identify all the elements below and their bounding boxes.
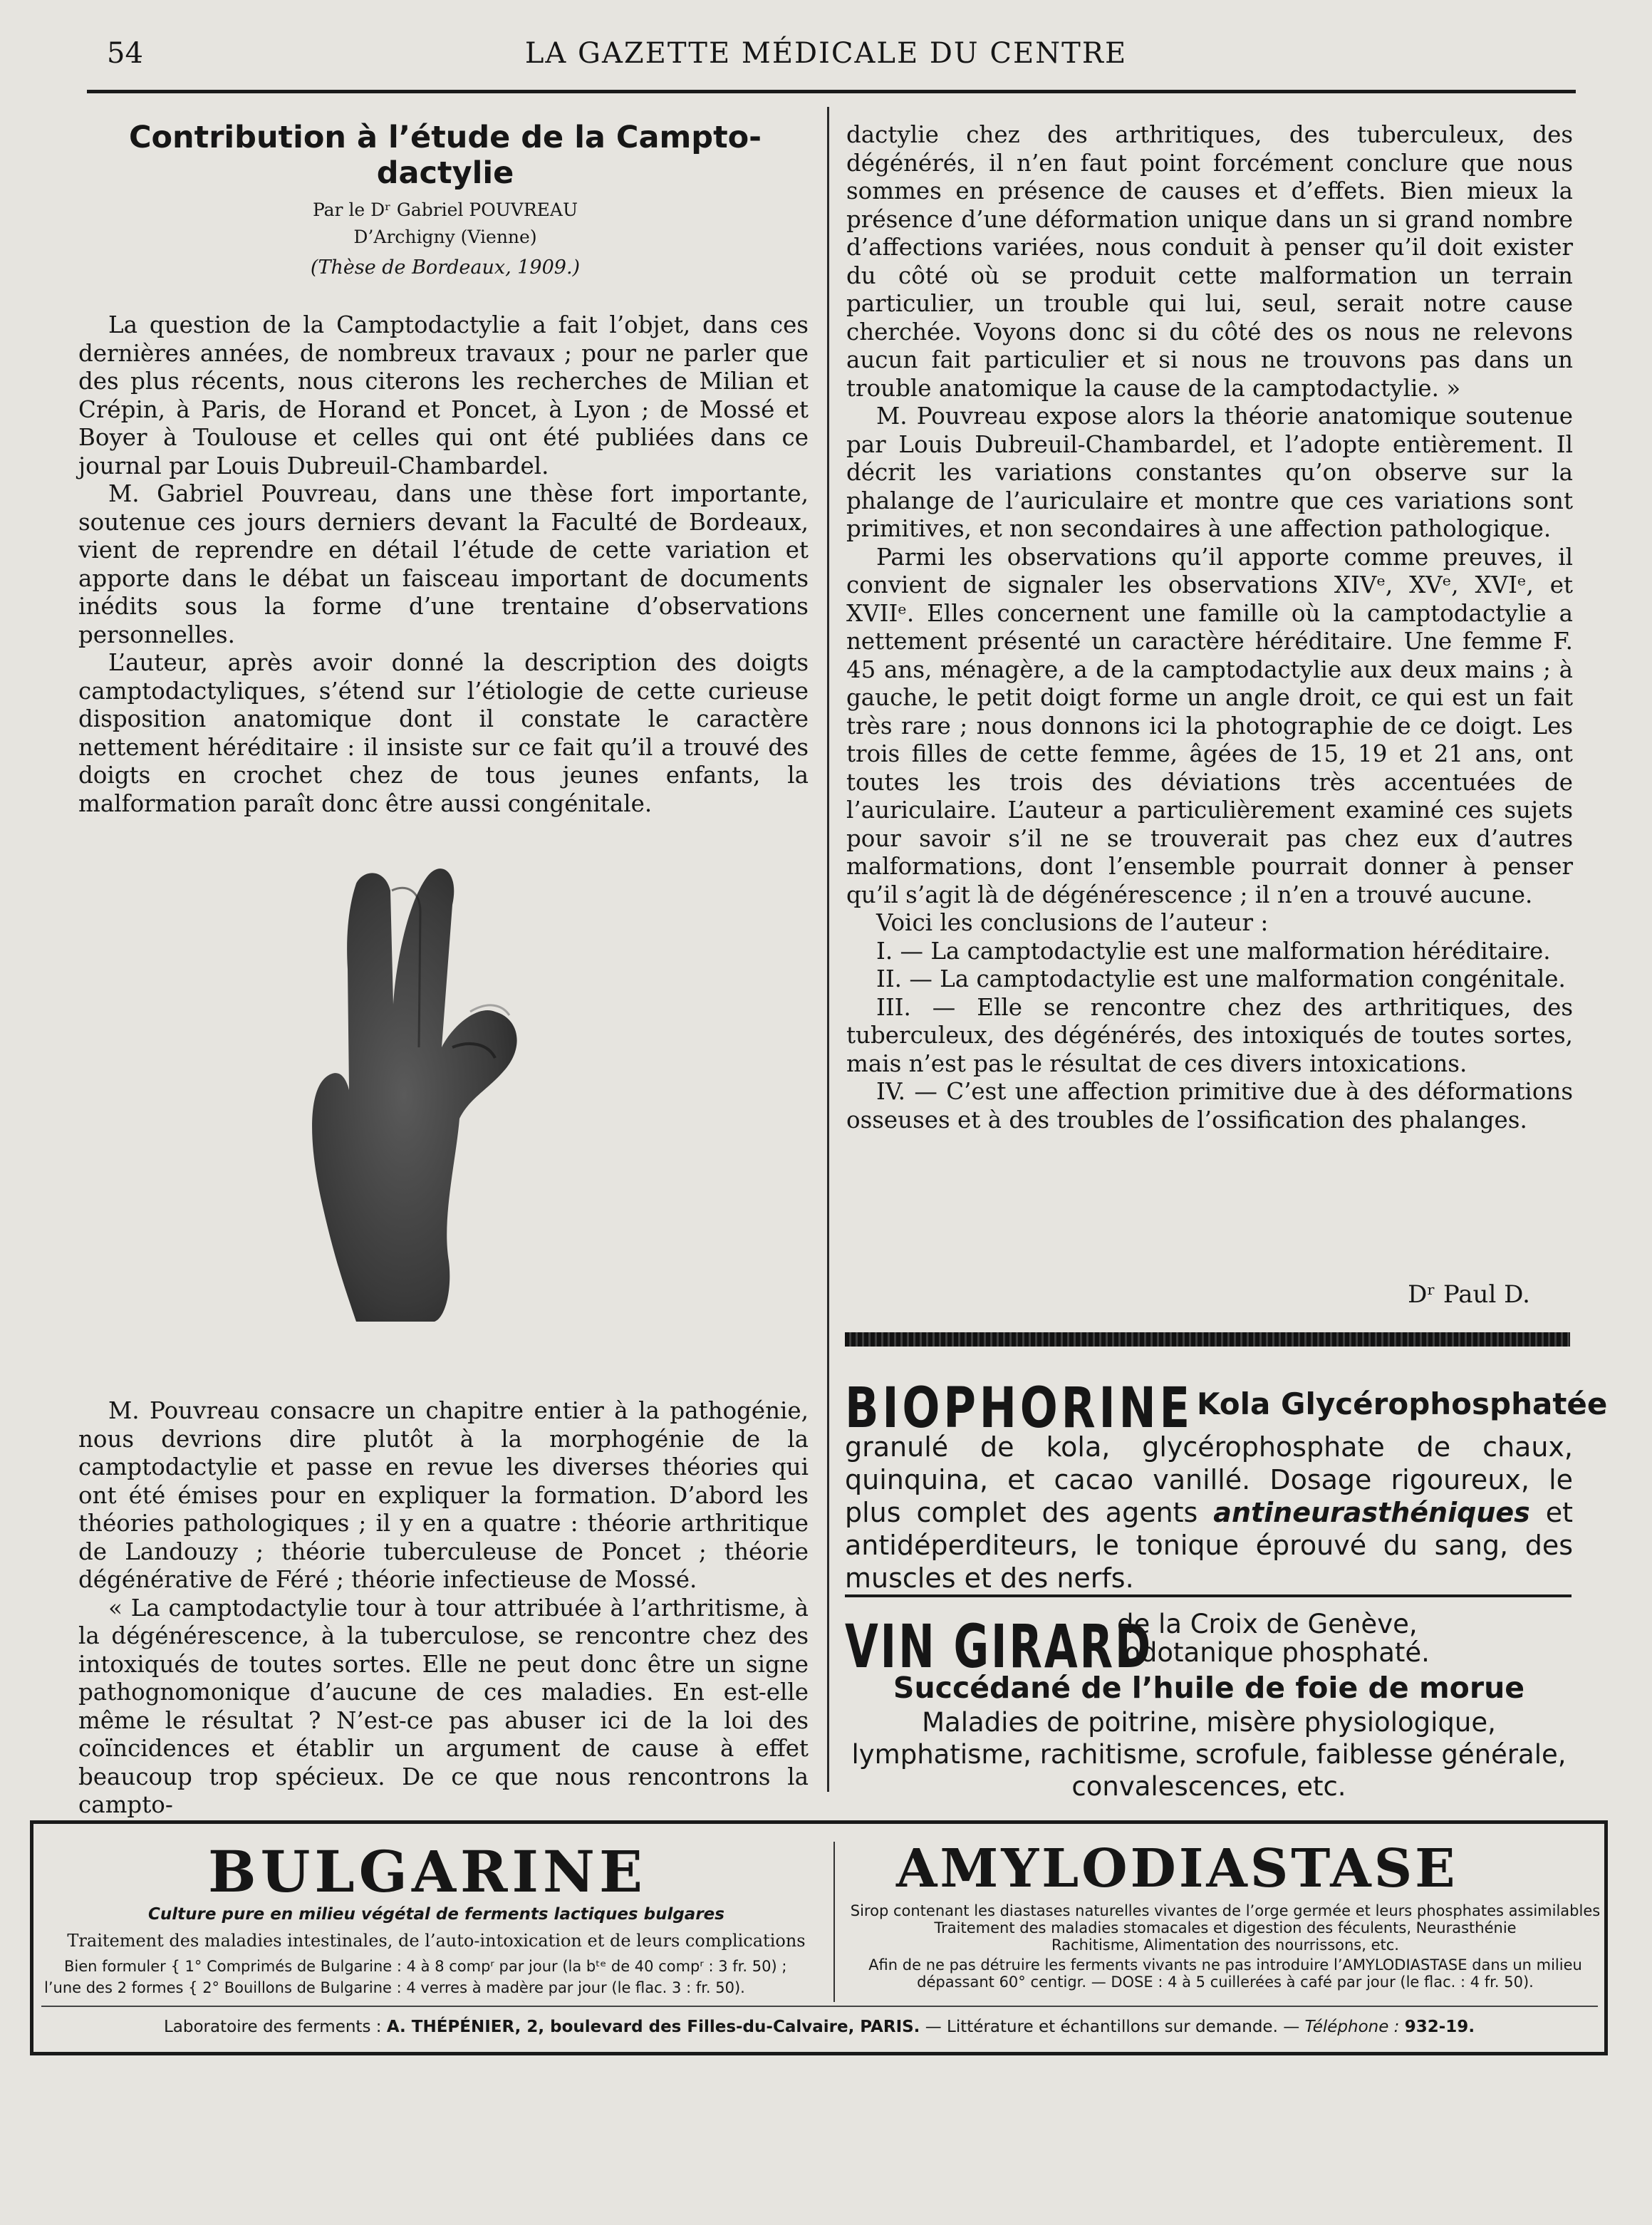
- bulgarine-name: BULGARINE: [208, 1838, 648, 1905]
- ad-footer: [43, 2018, 1596, 2036]
- ad-divider: [833, 1842, 835, 2002]
- amylodiastase-name: AMYLODIASTASE: [896, 1838, 1458, 1899]
- paragraph: La question de la Camptodactylie a fait l’objet, dans ces dernières années, de nombreux travaux ; pour ne parler que des plus récents, nous citerons les recherches de Milian et Crépin, à Paris, de Horand et Poncet, à Lyon ; de Mossé et Boyer à Toulouse et celles qui ont été publiées dans ce journal par Louis Dubreuil-Chambardel.: [78, 311, 809, 479]
- vin-girard-tagline: de la Croix de Genève, iodotanique phosphaté.: [1117, 1609, 1430, 1668]
- article-title-line2: dactylie: [376, 155, 514, 191]
- footer-tel: 932-19.: [1404, 2018, 1475, 2036]
- brace-icon: {: [188, 1979, 203, 1996]
- bulgarine-row1: [64, 1958, 786, 1975]
- amylodiastase-line: Afin de ne pas détruire les ferments vivants ne pas introduire l’AMYLODIASTASE dans un milieu: [868, 1956, 1582, 1974]
- thesis-reference: (Thèse de Bordeaux, 1909.): [310, 256, 581, 279]
- paragraph: dactylie chez des arthritiques, des tuberculeux, des dégénérés, il n’en faut point forcément conclure que nous sommes en présence de causes et d’effets. Bien mieux la présence d’une déformation unique dans un si grand nombre d’affections variées, nous conduit à penser qu’il doit exister du côté où se produit cette malformation un terrain particulier, un trouble qui lui, seul, serait notre cause cherchée. Voyons donc si du côté des os nous ne relevons aucun fait particulier et si nous ne trouvons pas dans un trouble anatomique la cause de la camptodactylie. »: [846, 121, 1573, 402]
- vin-girard-subtitle: Succédané de l’huile de foie de morue: [893, 1671, 1525, 1705]
- separator-bar: [845, 1332, 1570, 1347]
- bulgarine-row1-text: 1° Comprimés de Bulgarine : 4 à 8 compʳ par jour (la bᵗᵉ de 40 compʳ : 3 fr. 50) ;: [185, 1958, 787, 1975]
- page-number: 54: [107, 37, 143, 70]
- byline: [78, 197, 812, 251]
- footer-tel-label: Téléphone :: [1304, 2018, 1405, 2036]
- amylodiastase-line: Sirop contenant les diastases naturelles vivantes de l’orge germée et leurs phosphates assimilables: [850, 1902, 1601, 1919]
- brace-icon: {: [170, 1958, 185, 1975]
- bulgarine-row2-text: 2° Bouillons de Bulgarine : 4 verres à madère par jour (le flac. 3 : fr. 50).: [202, 1979, 745, 1996]
- left-column-bottom: [78, 1397, 809, 1820]
- column-divider: [827, 107, 829, 1792]
- conclusion-item: II. — La camptodactylie est une malformation congénitale.: [876, 965, 1566, 992]
- paragraph: M. Pouvreau consacre un chapitre entier à la pathogénie, nous devrions dire plutôt à la morphogénie de la camptodactylie et passe en revue les diverses théories qui ont été émises pour en expliquer la formation. D’abord les théories pathologiques ; il y en a quatre : théorie arthritique de Landouzy ; théorie tuberculeuse de Poncet ; théorie dégénérative de Féré ; théorie infectieuse de Mossé.: [78, 1397, 809, 1593]
- article-title: [78, 120, 812, 191]
- paragraph: « La camptodactylie tour à tour attribuée à l’arthritisme, à la dégénérescence, à la tuberculose, se rencontre chez des intoxiqués de toutes sortes. Elle ne peut donc être un signe pathognomonique d’aucune de ces maladies. En est-elle même le résultat ? N’est-ce pas abuser ici de la loi des coïncidences et établir un argument de cause à effet beaucoup trop spécieux. De ce que nous rencontrons la campto-: [78, 1594, 809, 1818]
- bulgarine-row2: [44, 1979, 745, 1996]
- author-line: Par le Dʳ Gabriel POUVREAU: [312, 199, 578, 220]
- biophorine-text-emph: antineurasthéniques: [1213, 1497, 1530, 1528]
- author-location: D’Archigny (Vienne): [353, 227, 537, 247]
- vin-rule: [845, 1594, 1572, 1597]
- footer-lab: A. THÉPÉNIER, 2, boulevard des Filles-du-Calvaire, PARIS.: [386, 2018, 920, 2036]
- biophorine-text-b: et antidéperditeurs, le tonique éprouvé du sang, des muscles et des nerfs.: [845, 1497, 1573, 1594]
- conclusion-item: III. — Elle se rencontre chez des arthritiques, des tuberculeux, des dégénérés, des intoxiqués de toutes sortes, mais n’est pas le résultat de ces divers intoxications.: [846, 993, 1573, 1077]
- biophorine-tagline: Kola Glycérophosphatée: [1197, 1386, 1608, 1421]
- vin-girard-text: Maladies de poitrine, misère physiologique, lymphatisme, rachitisme, scrofule, faiblesse générale, convalescences, etc.: [851, 1707, 1567, 1802]
- vin-girard-name: VIN GIRARD: [845, 1612, 1153, 1681]
- article-title-line1: Contribution à l’étude de la Campto-: [128, 120, 762, 155]
- amylodiastase-line: Traitement des maladies stomacales et digestion des féculents, Neurasthénie: [934, 1919, 1517, 1936]
- biophorine-name: BIOPHORINE: [845, 1376, 1193, 1441]
- ad-footer-rule: [41, 2006, 1598, 2007]
- amylodiastase-line: dépassant 60° centigr. — DOSE : 4 à 5 cuillerées à café par jour (le flac. : 4 fr. 50).: [917, 1974, 1534, 1991]
- paragraph: L’auteur, après avoir donné la description des doigts camptodactyliques, s’étend sur l’étiologie de cette curieuse disposition anatomique dont il constate le caractère nettement héréditaire : il insiste sur ce fait qu’il a trouvé des doigts en crochet chez de tous jeunes enfants, la malformation paraît donc être aussi congénitale.: [78, 649, 809, 817]
- footer-prefix: Laboratoire des ferments :: [163, 2018, 387, 2036]
- conclusion-item: IV. — C’est une affection primitive due à des déformations osseuses et à des troubles de l’ossification des phalanges.: [846, 1078, 1573, 1134]
- journal-title: LA GAZETTE MÉDICALE DU CENTRE: [524, 37, 1128, 70]
- bulgarine-line2: Traitement des maladies intestinales, de l’auto-intoxication et de leurs complications: [67, 1931, 806, 1951]
- bulgarine-row1-label: Bien formuler: [64, 1958, 166, 1975]
- amylodiastase-line: Rachitisme, Alimentation des nourrissons, etc.: [1051, 1936, 1399, 1954]
- paragraph: M. Gabriel Pouvreau, dans une thèse fort importante, soutenue ces jours derniers devant la Faculté de Bordeaux, vient de reprendre en détail l’étude de cette variation et apporte dans le débat un faisceau important de documents inédits sous la forme d’une trentaine d’observations personnelles.: [78, 480, 809, 648]
- left-column-top: [78, 311, 809, 818]
- signature: Dʳ Paul D.: [1408, 1280, 1530, 1309]
- paragraph: Parmi les observations qu’il apporte comme preuves, il convient de signaler les observations XIVᵉ, XVᵉ, XVIᵉ, et XVIIᵉ. Elles concernent une famille où la camptodactylie a nettement présenté un caractère héréditaire. Une femme F. 45 ans, ménagère, a de la camptodactylie aux deux mains ; à gauche, le petit doigt forme un angle droit, ce qui est un fait très rare ; nous donnons ici la photographie de ce doigt. Les trois filles de cette femme, âgées de 15, 19 et 21 ans, ont toutes les trois des déviations très accentuées de l’auriculaire. L’auteur a particulièrement examiné ces sujets pour savoir s’il ne se trouverait pas chez eux d’autres malformations, dont l’ensemble pourrait donner à penser qu’il s’agit là de dégénérescence ; il n’en a trouvé aucune.: [846, 543, 1573, 908]
- footer-mid: — Littérature et échantillons sur demande. —: [920, 2018, 1305, 2036]
- paragraph: Voici les conclusions de l’auteur :: [876, 909, 1269, 936]
- paragraph: M. Pouvreau expose alors la théorie anatomique soutenue par Louis Dubreuil-Chambardel, et l’adopte entièrement. Il décrit les variations constantes qu’on observe sur la phalange de l’auriculaire et montre que ces variations sont primitives, et non secondaires à une affection pathologique.: [846, 403, 1573, 542]
- header-rule: [87, 90, 1576, 93]
- conclusion-item: I. — La camptodactylie est une malformation héréditaire.: [876, 937, 1551, 965]
- biophorine-text-a: granulé de kola, glycérophosphate de chaux, quinquina, et cacao vanillé. Dosage rigoureux, le plus complet des agents: [845, 1431, 1573, 1528]
- biophorine-text: [845, 1431, 1573, 1594]
- bulgarine-row2-label: l’une des 2 formes: [44, 1979, 184, 1996]
- right-column: [846, 121, 1573, 1134]
- hand-photograph: [306, 862, 549, 1325]
- bulgarine-line1: Culture pure en milieu végétal de ferments lactiques bulgares: [148, 1905, 724, 1924]
